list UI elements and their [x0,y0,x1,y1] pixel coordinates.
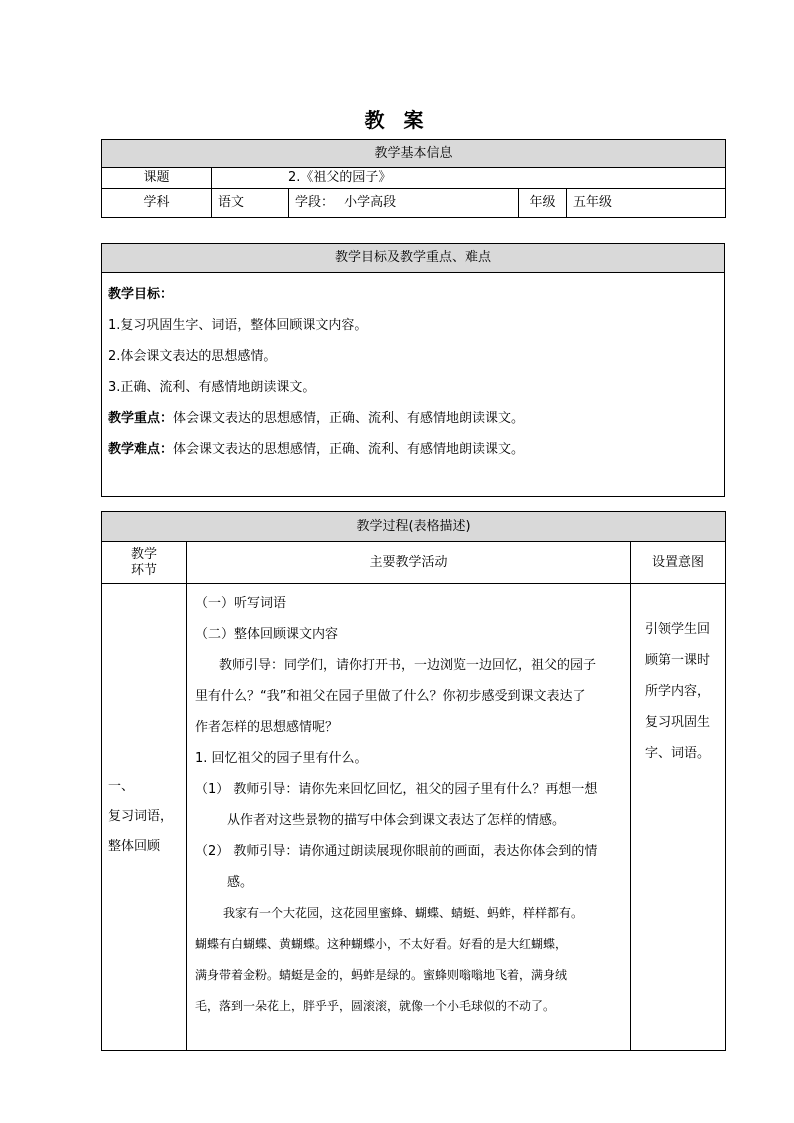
activity-line: （二）整体回顾课文内容 [195,627,339,642]
basic-info-header: 教学基本信息 [102,140,726,168]
purpose-line: 顾第一课时 [645,653,711,668]
goals-header: 教学目标及教学重点、难点 [102,244,725,273]
activity-line: 从作者对这些景物的描写中体会到课文表达了怎样的情感。 [227,813,566,828]
goal-item: 1.复习巩固生字、词语，整体回顾课文内容。 [108,318,368,333]
difficulty-line [108,434,718,465]
goal-title: 教学目标： [108,287,174,302]
goals-table [101,243,725,497]
col-activity-header: 主要教学活动 [187,542,631,584]
basic-info-table [101,139,726,218]
goal-item: 3.正确、流利、有感情地朗读课文。 [108,380,316,395]
stage-value: 小学高段 [344,195,397,211]
quote-passage [195,898,624,1022]
quote-line: 我家有一个大花园，这花园里蜜蜂、蝴蝶、蜻蜓、蚂蚱，样样都有。 [223,906,584,920]
stage-label: 学段： [295,195,335,211]
quote-line: 毛，落到一朵花上，胖乎乎，圆滚滚，就像一个小毛球似的不动了。 [195,999,556,1013]
stage-cell [289,189,519,218]
col-stage-line: 教学 [130,546,157,562]
col-purpose-header: 设置意图 [631,542,726,584]
topic-label: 课题 [102,168,212,189]
key-point-line [108,403,718,434]
activity-line: 作者怎样的思想感情呢？ [195,720,339,735]
activity-line: 1. 回忆祖父的园子里有什么。 [195,751,368,766]
activity-line: （2） 教师引导：请你通过朗读展现你眼前的画面，表达你体会到的情 [195,844,598,859]
purpose-line: 引领学生回 [645,622,711,637]
purpose-line: 字、词语。 [645,746,711,761]
activity-cell [187,584,631,1051]
goal-item: 2.体会课文表达的思想感情。 [108,349,277,364]
purpose-cell [631,584,726,1051]
topic-value: 2.《祖父的园子》 [212,168,726,189]
quote-line: 满身带着金粉。蜻蜓是金的，蚂蚱是绿的。蜜蜂则嗡嗡地飞着，满身绒 [195,968,568,982]
activity-line: （一）听写词语 [195,596,287,611]
col-stage-header [102,542,187,584]
difficulty-label: 教学难点： [108,442,174,457]
grade-label: 年级 [519,189,567,218]
key-point-text: 体会课文表达的思想感情，正确、流利、有感情地朗读课文。 [173,411,525,426]
col-stage-line: 环节 [130,562,157,578]
grade-value: 五年级 [567,189,726,218]
stage-line: 复习词语， [108,809,174,824]
purpose-line: 复习巩固生 [645,715,711,730]
subject-value: 语文 [212,189,289,218]
purpose-line: 所学内容， [645,684,711,699]
activity-line: 里有什么？“我”和祖父在园子里做了什么？你初步感受到课文表达了 [195,689,586,704]
process-header: 教学过程(表格描述) [102,512,726,542]
page-title: 教 案 [364,108,430,132]
activity-line: （1） 教师引导：请你先来回忆回忆，祖父的园子里有什么？再想一想 [195,782,598,797]
stage-line: 一、 [108,779,135,794]
goals-content [102,273,725,497]
difficulty-text: 体会课文表达的思想感情，正确、流利、有感情地朗读课文。 [173,442,525,457]
subject-label: 学科 [102,189,212,218]
activity-line: 感。 [227,875,254,890]
key-point-label: 教学重点： [108,411,174,426]
stage-cell [102,584,187,1051]
quote-line: 蝴蝶有白蝴蝶、黄蝴蝶。这种蝴蝶小，不太好看。好看的是大红蝴蝶， [195,937,568,951]
stage-line: 整体回顾 [108,839,161,854]
activity-line: 教师引导：同学们，请你打开书，一边浏览一边回忆，祖父的园子 [219,658,597,673]
process-table [101,511,726,1051]
